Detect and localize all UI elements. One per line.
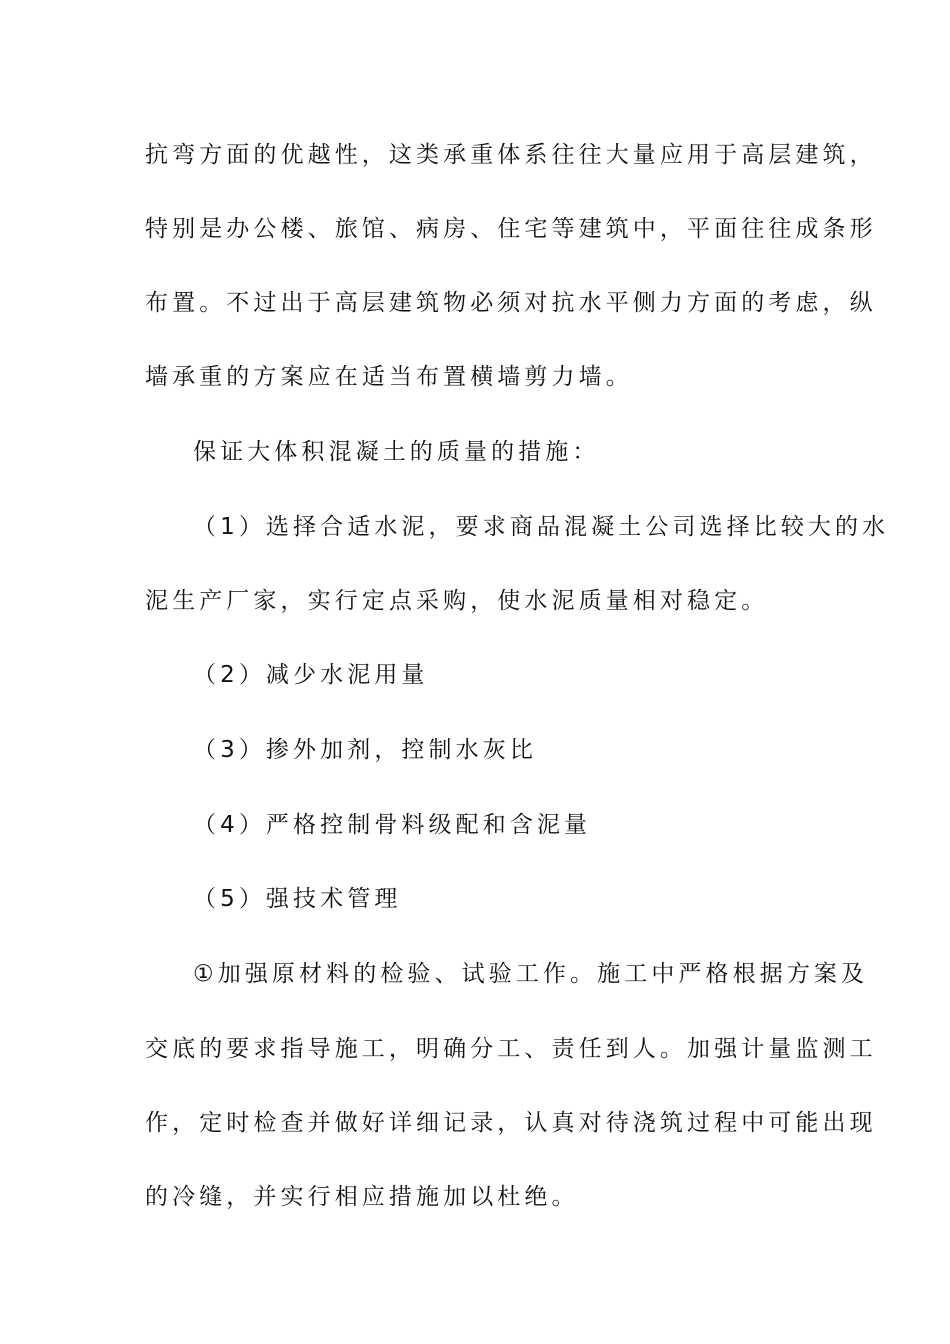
list-item: （3）掺外加剂，控制水灰比	[193, 737, 537, 763]
paragraph-line: 泥生产厂家，实行定点采购，使水泥质量相对稳定。	[145, 588, 769, 614]
section-heading: 保证大体积混凝土的质量的措施：	[193, 439, 600, 465]
list-item: （5）强技术管理	[193, 886, 402, 912]
list-item: （1）选择合适水泥，要求商品混凝土公司选择比较大的水	[193, 514, 890, 540]
list-item: ①加强原材料的检验、试验工作。施工中严格根据方案及	[193, 961, 869, 987]
paragraph-line: 布置。不过出于高层建筑物必须对抗水平侧力方面的考虑，纵	[145, 290, 877, 316]
list-item: （2）减少水泥用量	[193, 662, 429, 688]
paragraph-line: 墙承重的方案应在适当布置横墙剪力墙。	[145, 364, 633, 390]
paragraph-line: 的冷缝，并实行相应措施加以杜绝。	[145, 1184, 579, 1210]
paragraph-line: 作，定时检查并做好详细记录，认真对待浇筑过程中可能出现	[145, 1110, 877, 1136]
paragraph-line: 交底的要求指导施工，明确分工、责任到人。加强计量监测工	[145, 1036, 877, 1062]
paragraph-line: 抗弯方面的优越性，这类承重体系往往大量应用于高层建筑，	[145, 142, 877, 168]
paragraph-line: 特别是办公楼、旅馆、病房、住宅等建筑中，平面往往成条形	[145, 216, 877, 242]
list-item: （4）严格控制骨料级配和含泥量	[193, 812, 592, 838]
